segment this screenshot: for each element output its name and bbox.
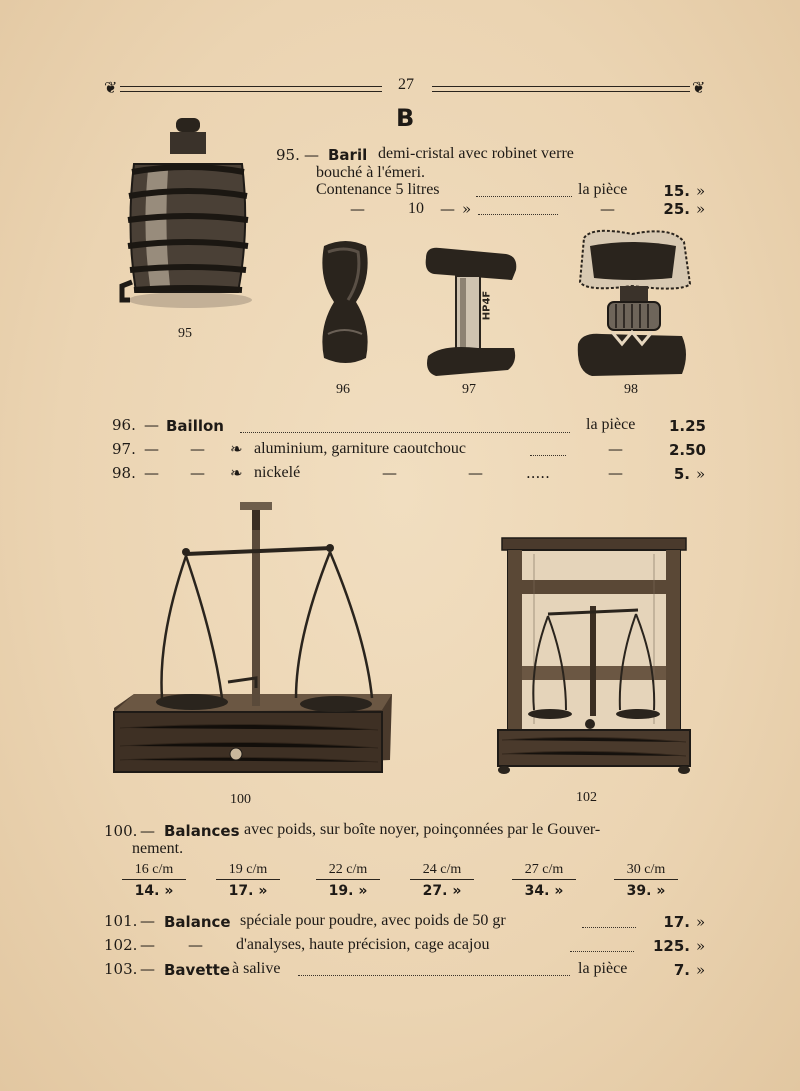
item100-number: 100. xyxy=(104,822,138,840)
size-price: 39. » xyxy=(626,883,666,899)
item102-desc: d'analyses, haute précision, cage acajou xyxy=(236,936,490,953)
ornament-right-icon: ❦ xyxy=(692,78,706,97)
size-price: 34. » xyxy=(524,883,564,899)
size-price: 19. » xyxy=(328,883,368,899)
item96-dash: — xyxy=(144,416,159,434)
item96-unit: la pièce xyxy=(586,416,636,433)
item97-ditto: — xyxy=(190,440,205,458)
size-label: 24 c/m xyxy=(410,862,474,880)
size-price: 17. » xyxy=(228,883,268,899)
item98-price: 5. xyxy=(673,465,690,483)
item98-desc: nickelé xyxy=(254,464,301,481)
gag-illustration xyxy=(316,238,374,366)
header-rule-left xyxy=(120,86,382,92)
item95-line2-dash2: — xyxy=(440,200,455,218)
figure-label-100: 100 xyxy=(230,792,251,807)
figure-label-98: 98 xyxy=(624,382,638,397)
size-label: 22 c/m xyxy=(316,862,380,880)
aluminium-gag-illustration xyxy=(422,244,522,380)
item98-dots: ..... xyxy=(526,464,550,482)
leader-dots xyxy=(240,432,570,433)
item103-unit: la pièce xyxy=(578,960,628,977)
size-label: 16 c/m xyxy=(122,862,186,880)
item102-ditto: — xyxy=(188,936,203,954)
item95-line2-ditto: » xyxy=(462,200,472,218)
item98-unit: — xyxy=(608,464,623,482)
leader-dots xyxy=(478,214,558,215)
item103-name: Bavette xyxy=(164,961,231,979)
item96-number: 96. xyxy=(112,416,136,434)
price-ditto: » xyxy=(696,182,706,200)
item100-name: Balances xyxy=(164,822,240,840)
item103-desc: à salive xyxy=(232,960,281,977)
figure-label-97: 97 xyxy=(462,382,476,397)
item102-price: 125. xyxy=(652,937,690,955)
leader-dots xyxy=(582,927,636,928)
price-ditto: » xyxy=(696,961,706,979)
item95-name: Baril xyxy=(328,146,368,164)
item97-price: 2.50 xyxy=(668,441,706,459)
size-cell xyxy=(512,862,576,899)
barrel-illustration xyxy=(118,114,258,310)
size-cell xyxy=(410,862,474,899)
figure-label-96: 96 xyxy=(336,382,350,397)
item95-line2-label: 10 xyxy=(408,200,424,217)
item98-ditto: — xyxy=(190,464,205,482)
figure-stamp-97: HP4F xyxy=(481,290,493,321)
header-rule-right xyxy=(432,86,690,92)
size-cell xyxy=(614,862,678,899)
item95-number: 95. xyxy=(276,146,300,164)
item98-dash: — xyxy=(144,464,159,482)
item101-price: 17. xyxy=(663,913,690,931)
item95-line1-unit: la pièce xyxy=(578,181,628,198)
price-ditto: » xyxy=(696,465,706,483)
item97-unit: — xyxy=(608,440,623,458)
item100-desc2: nement. xyxy=(132,840,184,857)
price-ditto: » xyxy=(696,200,706,218)
fleuron-icon: ❧ xyxy=(230,440,243,458)
item103-dash: — xyxy=(140,960,155,978)
ornament-left-icon: ❦ xyxy=(104,78,118,97)
item101-desc: spéciale pour poudre, avec poids de 50 gr xyxy=(240,912,506,929)
leader-dots xyxy=(476,196,572,197)
item95-line1-label: Contenance 5 litres xyxy=(316,181,440,198)
item97-dash: — xyxy=(144,440,159,458)
item102-dash: — xyxy=(140,936,155,954)
item96-name: Baillon xyxy=(166,417,224,435)
nickel-gag-illustration xyxy=(572,224,696,382)
item95-dash: — xyxy=(304,146,319,164)
item103-price: 7. xyxy=(673,961,690,979)
size-cell xyxy=(316,862,380,899)
leader-dots xyxy=(530,455,566,456)
item100-dash: — xyxy=(140,822,155,840)
item101-number: 101. xyxy=(104,912,138,930)
item103-number: 103. xyxy=(104,960,138,978)
item97-desc: aluminium, garniture caoutchouc xyxy=(254,440,466,457)
item100-desc1: avec poids, sur boîte noyer, poinçonnées par le Gouver- xyxy=(244,821,601,838)
figure-label-102: 102 xyxy=(576,790,597,805)
price-ditto: » xyxy=(696,913,706,931)
item95-desc2: bouché à l'émeri. xyxy=(316,164,426,181)
size-cell xyxy=(122,862,186,899)
item101-name: Balance xyxy=(164,913,231,931)
item95-line1-price: 15. xyxy=(663,182,690,200)
size-label: 19 c/m xyxy=(216,862,280,880)
balance-scale-illustration xyxy=(110,498,400,784)
item95-line2-unit: — xyxy=(600,200,615,218)
size-cell xyxy=(216,862,280,899)
item98-number: 98. xyxy=(112,464,136,482)
price-ditto: » xyxy=(696,937,706,955)
leader-dots xyxy=(570,951,634,952)
size-price: 27. » xyxy=(422,883,462,899)
fleuron-icon: ❧ xyxy=(230,464,243,482)
item98-ditto1: — xyxy=(382,464,397,482)
size-label: 27 c/m xyxy=(512,862,576,880)
size-label: 30 c/m xyxy=(614,862,678,880)
size-price: 14. » xyxy=(134,883,174,899)
figure-label-95: 95 xyxy=(178,326,192,341)
item102-number: 102. xyxy=(104,936,138,954)
section-letter: B xyxy=(396,104,415,132)
analytical-balance-illustration xyxy=(494,534,694,782)
page-number: 27 xyxy=(398,76,414,93)
item98-ditto2: — xyxy=(468,464,483,482)
item95-desc1: demi-cristal avec robinet verre xyxy=(378,145,574,162)
item101-dash: — xyxy=(140,912,155,930)
item95-line2-dash: — xyxy=(350,200,365,218)
item95-line2-price: 25. xyxy=(663,200,690,218)
item97-number: 97. xyxy=(112,440,136,458)
leader-dots xyxy=(298,975,570,976)
item96-price: 1.25 xyxy=(668,417,706,435)
